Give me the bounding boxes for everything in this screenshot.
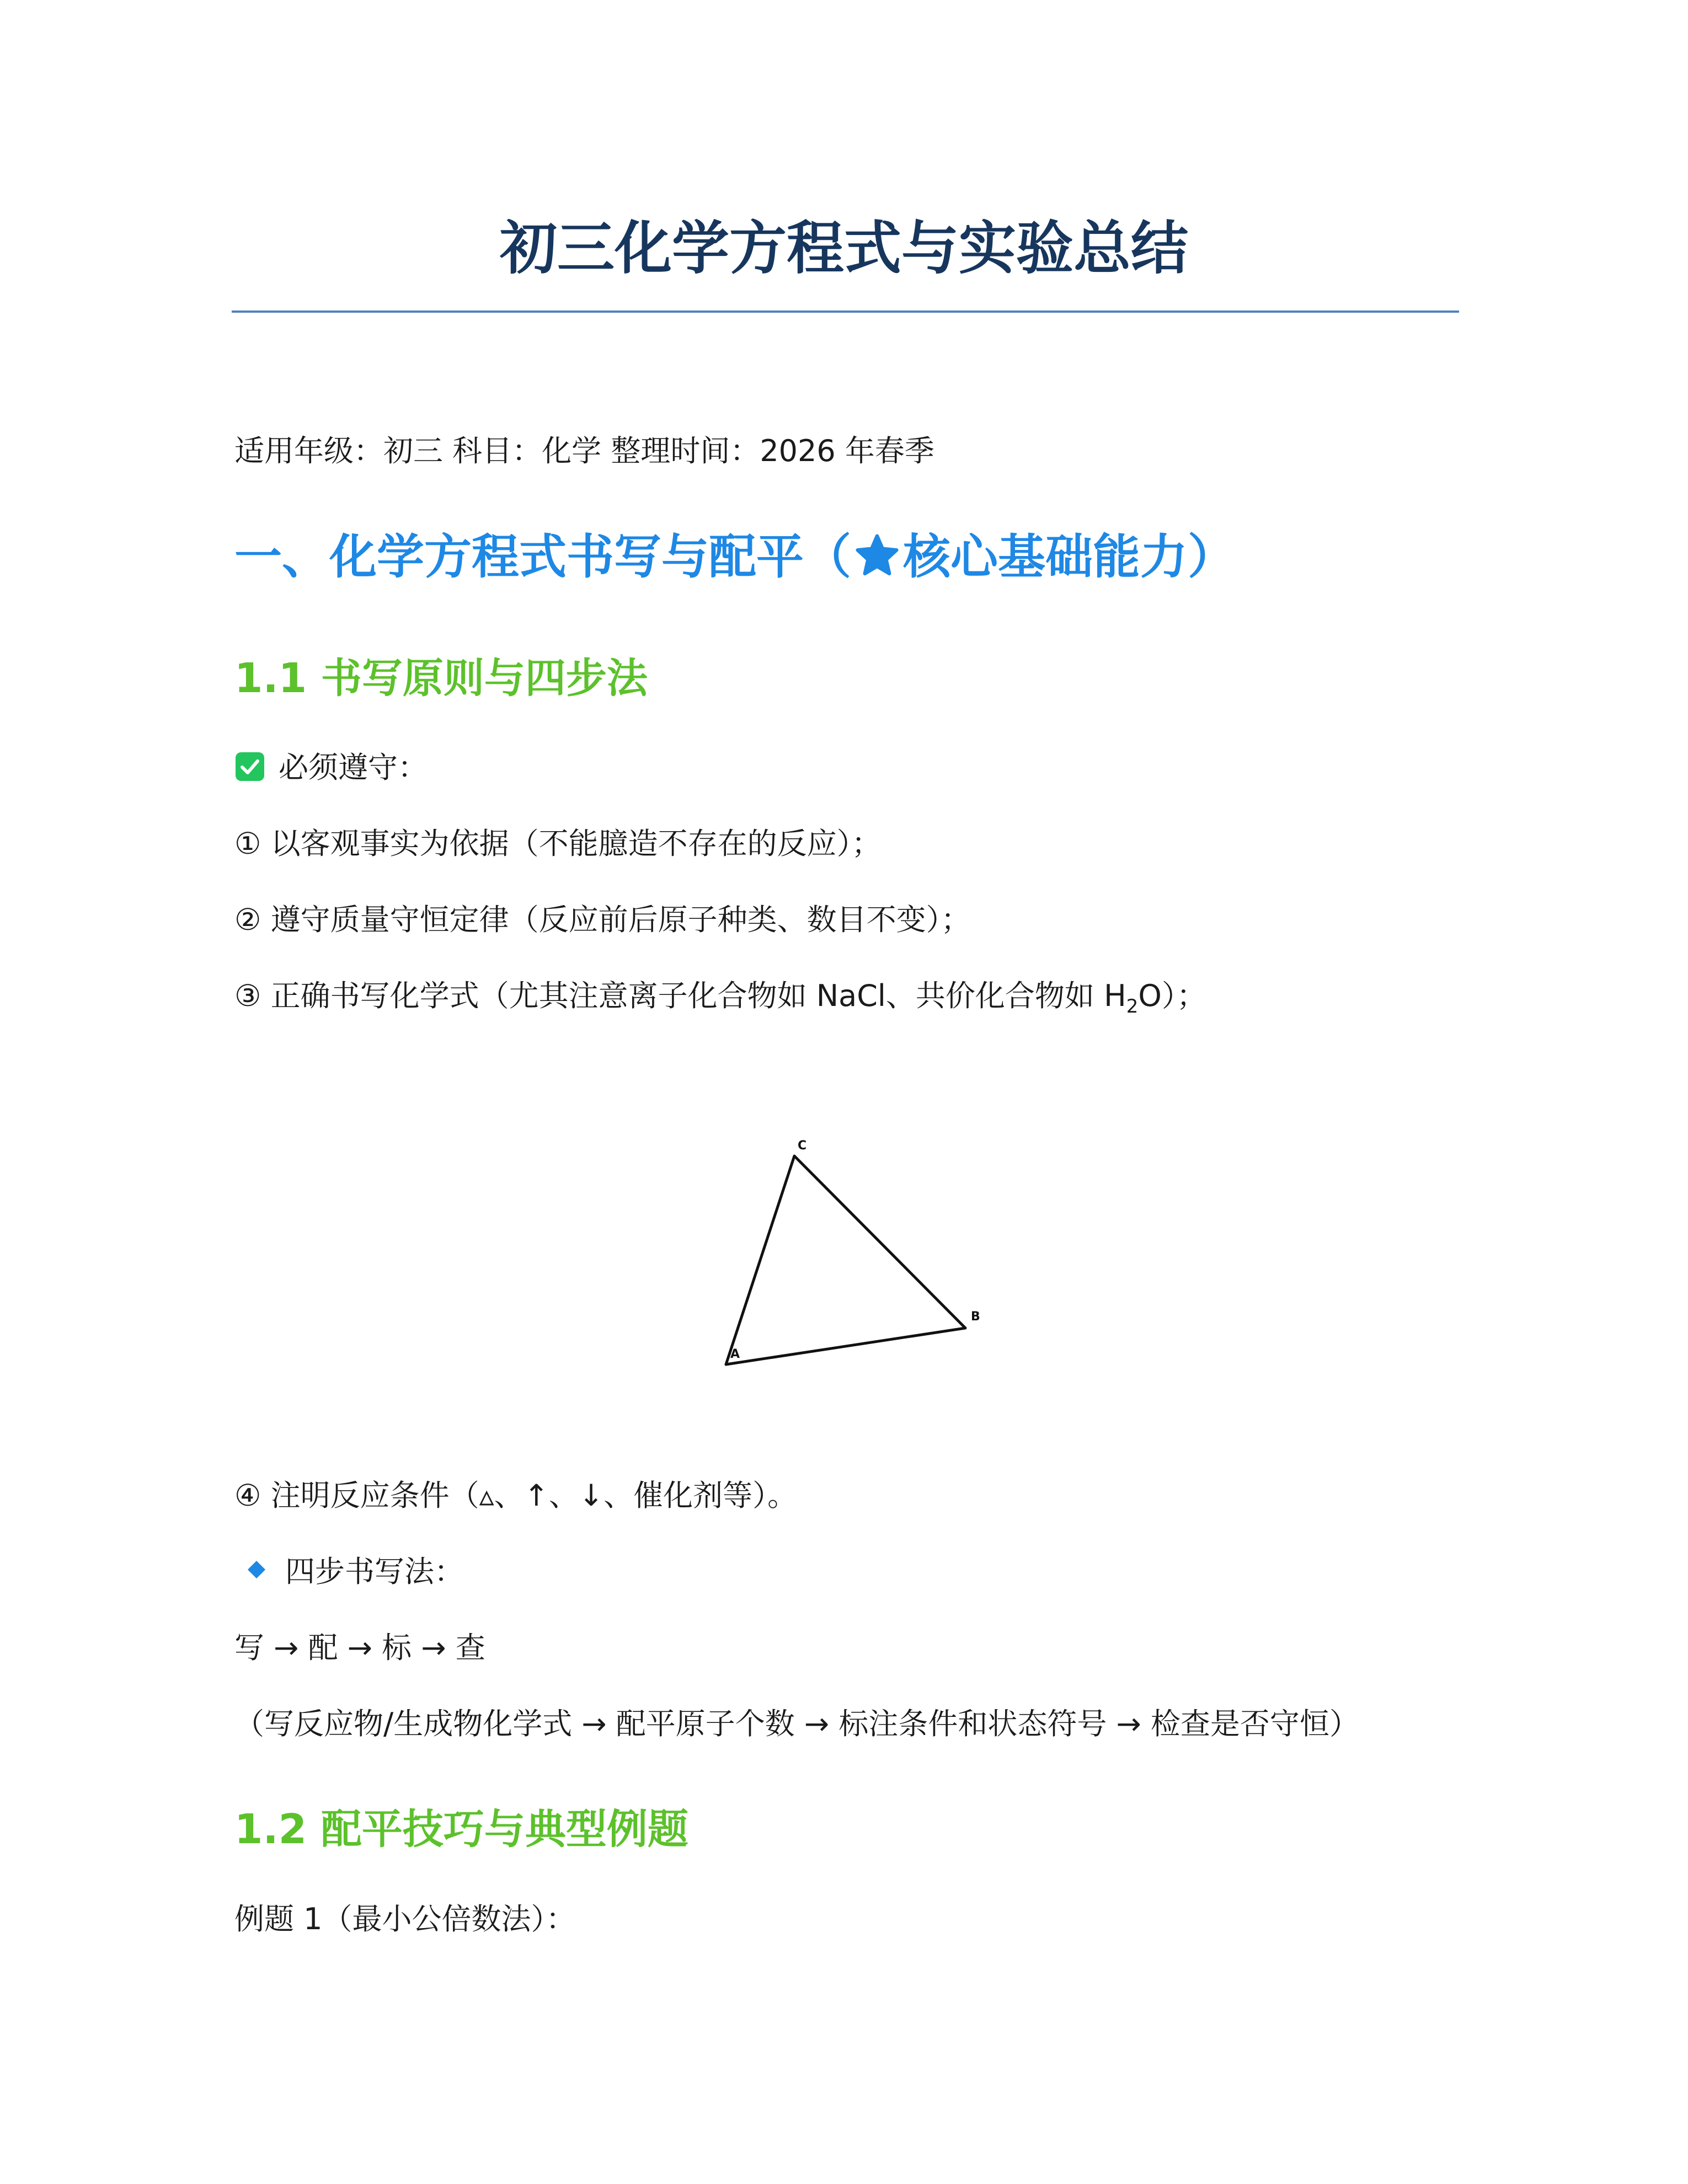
must-follow-label: [234, 746, 428, 790]
rule-3-subscript: 2: [1126, 995, 1139, 1018]
triangle-diagram: [712, 1131, 998, 1384]
four-step-detail: （写反应物/生成物化学式 → 配平原子个数 → 标注条件和状态符号 → 检查是否守恒）: [234, 1706, 1359, 1741]
example-1-label: 例题 1（最小公倍数法）：: [234, 1902, 576, 1936]
document-meta: 适用年级：初三 科目：化学 整理时间：2026 年春季: [234, 433, 934, 468]
must-follow-text: 必须遵守：: [279, 750, 428, 785]
vertex-label-b: B: [971, 1310, 980, 1324]
triangle-abc: [726, 1156, 965, 1364]
vertex-label-c: C: [798, 1139, 807, 1153]
check-icon: [234, 751, 265, 782]
rule-3-text: ③ 正确书写化学式（尤其注意离子化合物如 NaCl、共价化合物如 H: [234, 978, 1126, 1013]
section-1-2-heading: 1.2 配平技巧与典型例题: [234, 1806, 688, 1853]
title-divider: [232, 311, 1459, 313]
four-step-text: 四步书写法：: [285, 1554, 464, 1589]
document-title: 初三化学方程式与实验总结: [499, 215, 1188, 282]
four-step-sequence: 写 → 配 → 标 → 查: [234, 1630, 485, 1665]
vertex-label-a: A: [730, 1347, 740, 1361]
rule-4: ④ 注明反应条件（▵、↑、↓、催化剂等）。: [234, 1478, 798, 1513]
section-1-1-heading: 1.1 书写原则与四步法: [234, 655, 648, 702]
section-1-heading-prefix: 一、化学方程式书写与配平（: [234, 529, 851, 585]
rule-3: [234, 974, 1206, 1029]
diamond-icon: [245, 1559, 268, 1581]
section-1-heading-suffix: 核心基础能力）: [903, 529, 1235, 585]
four-step-label: [234, 1550, 464, 1594]
rule-2: ② 遵守质量守恒定律（反应前后原子种类、数目不变）；: [234, 902, 971, 937]
rule-3-text-end: O）；: [1138, 978, 1206, 1013]
star-icon: [854, 533, 900, 579]
section-1-heading: [234, 521, 1235, 593]
rule-1: ① 以客观事实为依据（不能臆造不存在的反应）；: [234, 826, 882, 861]
